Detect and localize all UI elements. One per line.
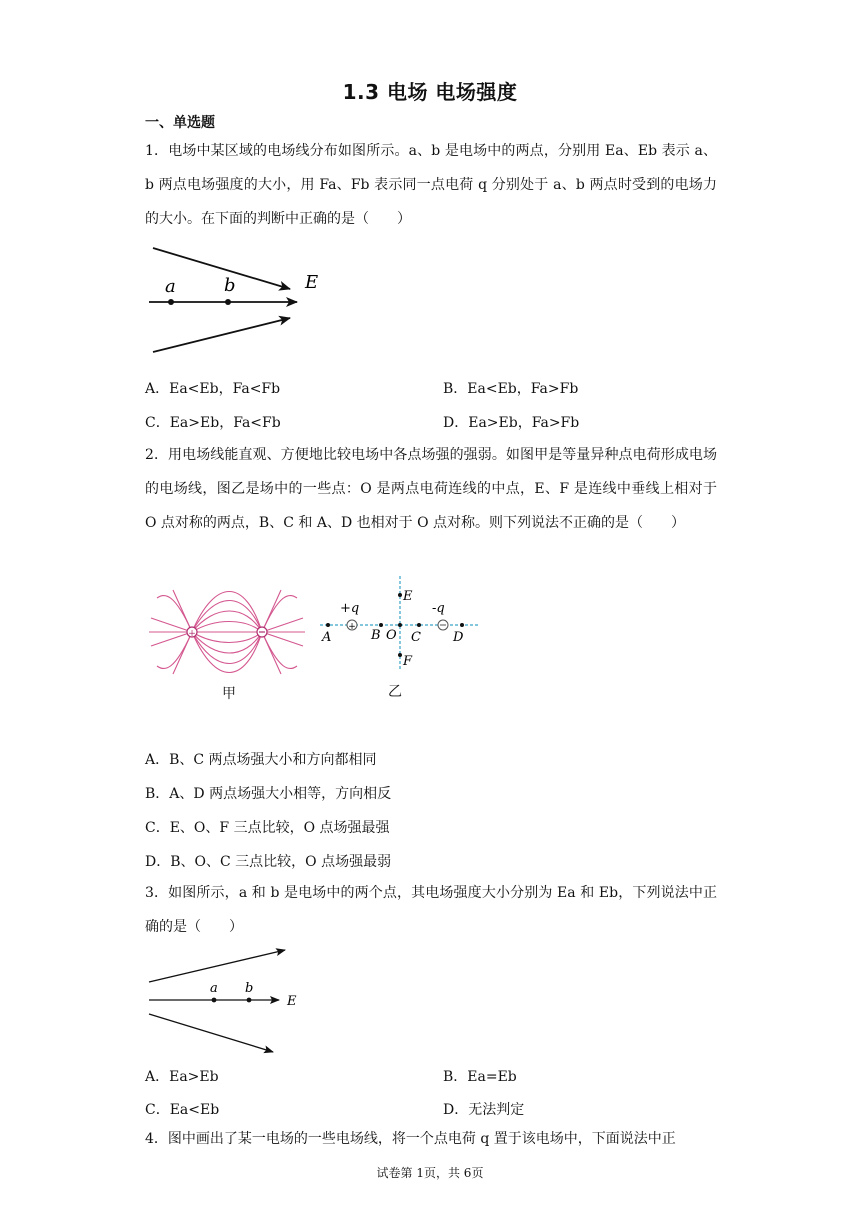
q3-option-b: B．Ea=Eb: [443, 1069, 517, 1085]
q3-option-a: A．Ea>Eb: [145, 1069, 219, 1085]
svg-text:+: +: [348, 622, 356, 632]
label-yi: 乙: [388, 684, 402, 700]
q2-option-a: A．B、C 两点场强大小和方向都相同: [145, 752, 377, 768]
question-2-text: 2．用电场线能直观、方便地比较电场中各点场强的强弱。如图甲是等量异种点电荷形成电场的电场线，图乙是场中的一些点：O 是两点电荷连线的中点，E、F 是连线中垂线上相对于 O 点对称的两点，B、C 和 A、D 也相对于 O 点对称。则下列说法不正确的是（ ）: [145, 447, 717, 531]
svg-text:C: C: [411, 630, 421, 645]
svg-text:A: A: [322, 630, 332, 645]
question-4-text: 4．图中画出了某一电场的一些电场线，将一个点电荷 q 置于该电场中，下面说法中正: [145, 1131, 676, 1147]
label-b: b: [224, 275, 236, 296]
q3-option-d: D．无法判定: [443, 1102, 525, 1118]
svg-text:D: D: [453, 630, 464, 645]
svg-text:E: E: [287, 994, 297, 1009]
q1-option-b: B．Ea<Eb，Fa>Fb: [443, 381, 579, 397]
label-jia: 甲: [222, 686, 236, 702]
q2-figure-jia: [145, 584, 315, 684]
question-3-text: 3．如图所示，a 和 b 是电场中的两个点，其电场强度大小分别为 Ea 和 Eb，下列说法中正确的是（ ）: [145, 885, 717, 935]
svg-text:+: +: [188, 629, 196, 639]
q1-option-d: D．Ea>Eb，Fa>Fb: [443, 415, 580, 431]
section-heading: 一、单选题: [145, 115, 215, 131]
page-footer: 试卷第 1页，共 6页: [376, 1166, 484, 1180]
q1-option-a: A．Ea<Eb，Fa<Fb: [145, 381, 281, 397]
svg-text:a: a: [210, 981, 218, 996]
q1-option-c: C．Ea>Eb，Fa<Fb: [145, 415, 281, 431]
q2-option-c: C．E、O、F 三点比较，O 点场强最强: [145, 820, 390, 836]
q3-option-c: C．Ea<Eb: [145, 1102, 220, 1118]
svg-text:E: E: [403, 589, 413, 604]
field-line-bottom: [153, 318, 290, 352]
q2-figure-yi: [316, 574, 486, 674]
svg-text:b: b: [245, 981, 254, 996]
q2-option-b: B．A、D 两点场强大小相等，方向相反: [145, 786, 392, 802]
svg-text:F: F: [403, 654, 413, 669]
label-E: E: [305, 272, 319, 293]
point-a: [168, 299, 174, 305]
q2-option-d: D．B、O、C 三点比较，O 点场强最弱: [145, 854, 392, 870]
svg-text:O: O: [386, 628, 397, 643]
svg-text:B: B: [371, 628, 381, 643]
q1-field-lines-figure: [145, 240, 335, 360]
svg-text:-q: -q: [432, 601, 445, 616]
q3-field-lines-figure: [145, 944, 315, 1058]
svg-text:+q: +q: [340, 601, 360, 616]
label-a: a: [165, 276, 176, 297]
point-b: [225, 299, 231, 305]
question-1-text: 1．电场中某区域的电场线分布如图所示。a、b 是电场中的两点，分别用 Ea、Eb 表示 a、b 两点电场强度的大小，用 Fa、Fb 表示同一点电荷 q 分别处于 a、b 两点时受到的电场力的大小。在下面的判断中正确的是（ ）: [145, 143, 717, 227]
page-title: 1.3 电场 电场强度: [342, 80, 518, 104]
